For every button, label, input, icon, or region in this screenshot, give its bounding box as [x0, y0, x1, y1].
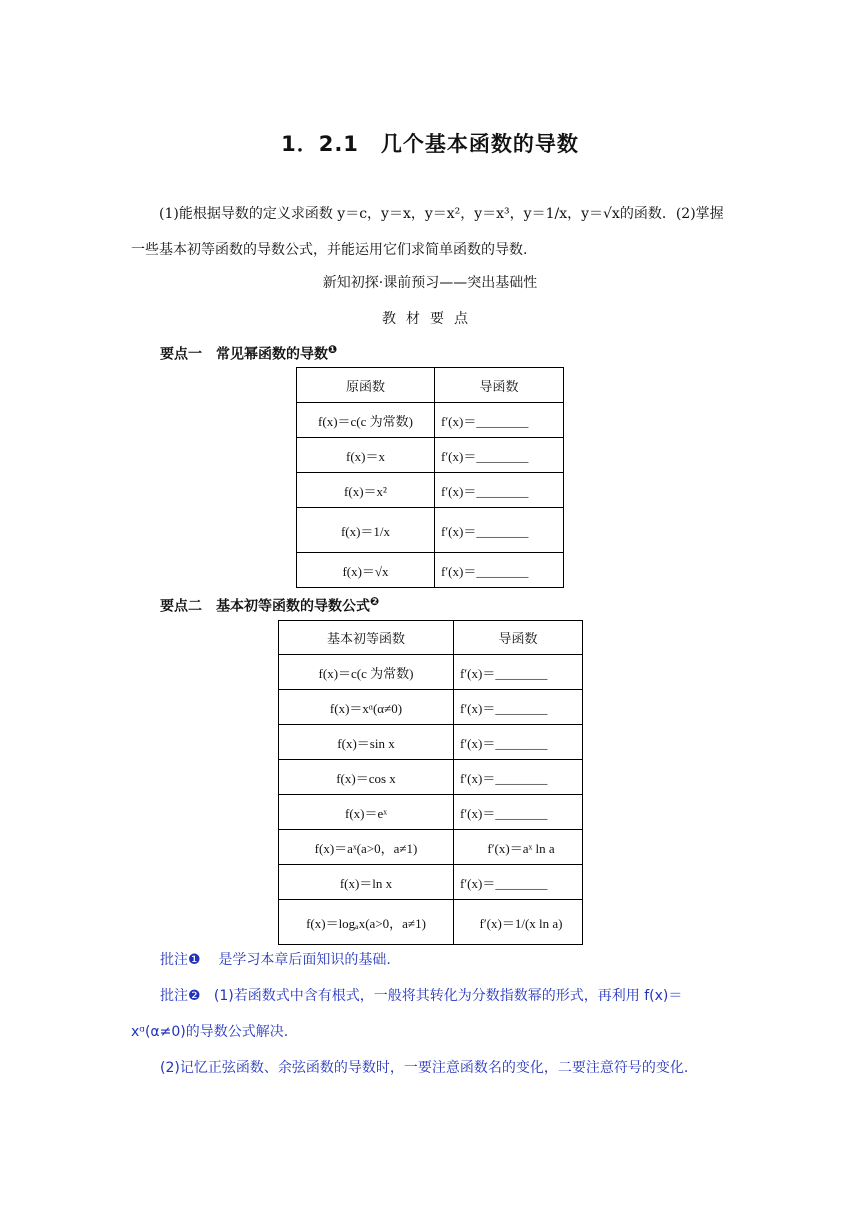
- point-2-label-text: 要点二 基本初等函数的导数公式: [160, 598, 370, 615]
- note-2-label: 批注❷: [160, 988, 201, 1004]
- note-1: [160, 942, 740, 978]
- table-row: [279, 865, 583, 900]
- header-derivative: 导函数: [435, 368, 564, 403]
- table-row: [297, 438, 564, 473]
- derivative-blank-cell: f′(x)＝________: [435, 438, 564, 473]
- original-function-cell: f(x)＝1/x: [297, 508, 435, 553]
- derivative-cell: f′(x)＝________: [454, 690, 583, 725]
- table-row: [279, 795, 583, 830]
- intro-line-2: 一些基本初等函数的导数公式，并能运用它们求简单函数的导数.: [131, 242, 528, 258]
- function-cell: f(x)＝sin x: [279, 725, 454, 760]
- header-derivative: 导函数: [454, 621, 583, 655]
- elementary-derivative-table: [278, 620, 583, 945]
- note-2-text: (1)若函数式中含有根式，一般将其转化为分数指数幂的形式，再利用 f(x)＝: [213, 988, 683, 1004]
- table-header-row: [279, 621, 583, 655]
- table-row: [279, 900, 583, 945]
- point-2-label: [160, 595, 379, 616]
- derivative-blank-cell: f′(x)＝________: [435, 403, 564, 438]
- intro-line-1: (1)能根据导数的定义求函数 y＝c，y＝x，y＝x²，y＝x³，y＝1/x，y＝√x的函数．(2)掌握: [159, 206, 724, 222]
- derivative-blank-cell: f′(x)＝________: [435, 473, 564, 508]
- section-heading: 新知初探·课前预习——突出基础性: [322, 275, 538, 291]
- table-row: [279, 760, 583, 795]
- function-cell: f(x)＝ln x: [279, 865, 454, 900]
- table-row: [279, 830, 583, 865]
- function-cell: f(x)＝logₐx(a>0，a≠1): [279, 900, 454, 945]
- derivative-cell: f′(x)＝1/(x ln a): [454, 900, 583, 945]
- intro-paragraph: [131, 196, 731, 268]
- note-1-label: 批注❶: [160, 952, 201, 968]
- original-function-cell: f(x)＝x²: [297, 473, 435, 508]
- function-cell: f(x)＝c(c 为常数): [279, 655, 454, 690]
- table-row: [279, 655, 583, 690]
- table-row: [297, 403, 564, 438]
- note-1-text: 是学习本章后面知识的基础.: [218, 952, 391, 968]
- point-1-label-text: 要点一 常见幂函数的导数: [160, 346, 328, 363]
- note-marker-2: ❷: [370, 595, 380, 608]
- point-1-label: [160, 343, 337, 364]
- original-function-cell: f(x)＝x: [297, 438, 435, 473]
- sub-heading: 教材要点: [382, 311, 478, 327]
- derivative-blank-cell: f′(x)＝________: [435, 508, 564, 553]
- table-row: [297, 473, 564, 508]
- derivative-cell: f′(x)＝________: [454, 865, 583, 900]
- table-row: [297, 553, 564, 588]
- table-row: [297, 508, 564, 553]
- table-row: [279, 690, 583, 725]
- derivative-blank-cell: f′(x)＝________: [435, 553, 564, 588]
- original-function-cell: f(x)＝c(c 为常数): [297, 403, 435, 438]
- note-marker-1: ❶: [328, 343, 338, 356]
- header-elementary-function: 基本初等函数: [279, 621, 454, 655]
- function-cell: f(x)＝eˣ: [279, 795, 454, 830]
- derivative-cell: f′(x)＝________: [454, 760, 583, 795]
- derivative-cell: f′(x)＝________: [454, 725, 583, 760]
- note-2: [160, 978, 740, 1014]
- derivative-cell: f′(x)＝________: [454, 795, 583, 830]
- page-title: 1．2.1 几个基本函数的导数: [281, 132, 579, 156]
- note-3: (2)记忆正弦函数、余弦函数的导数时，一要注意函数名的变化，二要注意符号的变化.: [160, 1060, 689, 1076]
- derivative-cell: f′(x)＝________: [454, 655, 583, 690]
- table-header-row: [297, 368, 564, 403]
- function-cell: f(x)＝aˣ(a>0，a≠1): [279, 830, 454, 865]
- derivative-cell: f′(x)＝aˣ ln a: [454, 830, 583, 865]
- function-cell: f(x)＝xᵅ(α≠0): [279, 690, 454, 725]
- note-2-continuation: xᵅ(α≠0)的导数公式解决.: [131, 1024, 289, 1040]
- function-cell: f(x)＝cos x: [279, 760, 454, 795]
- header-original: 原函数: [297, 368, 435, 403]
- power-derivative-table: [296, 367, 564, 588]
- original-function-cell: f(x)＝√x: [297, 553, 435, 588]
- table-row: [279, 725, 583, 760]
